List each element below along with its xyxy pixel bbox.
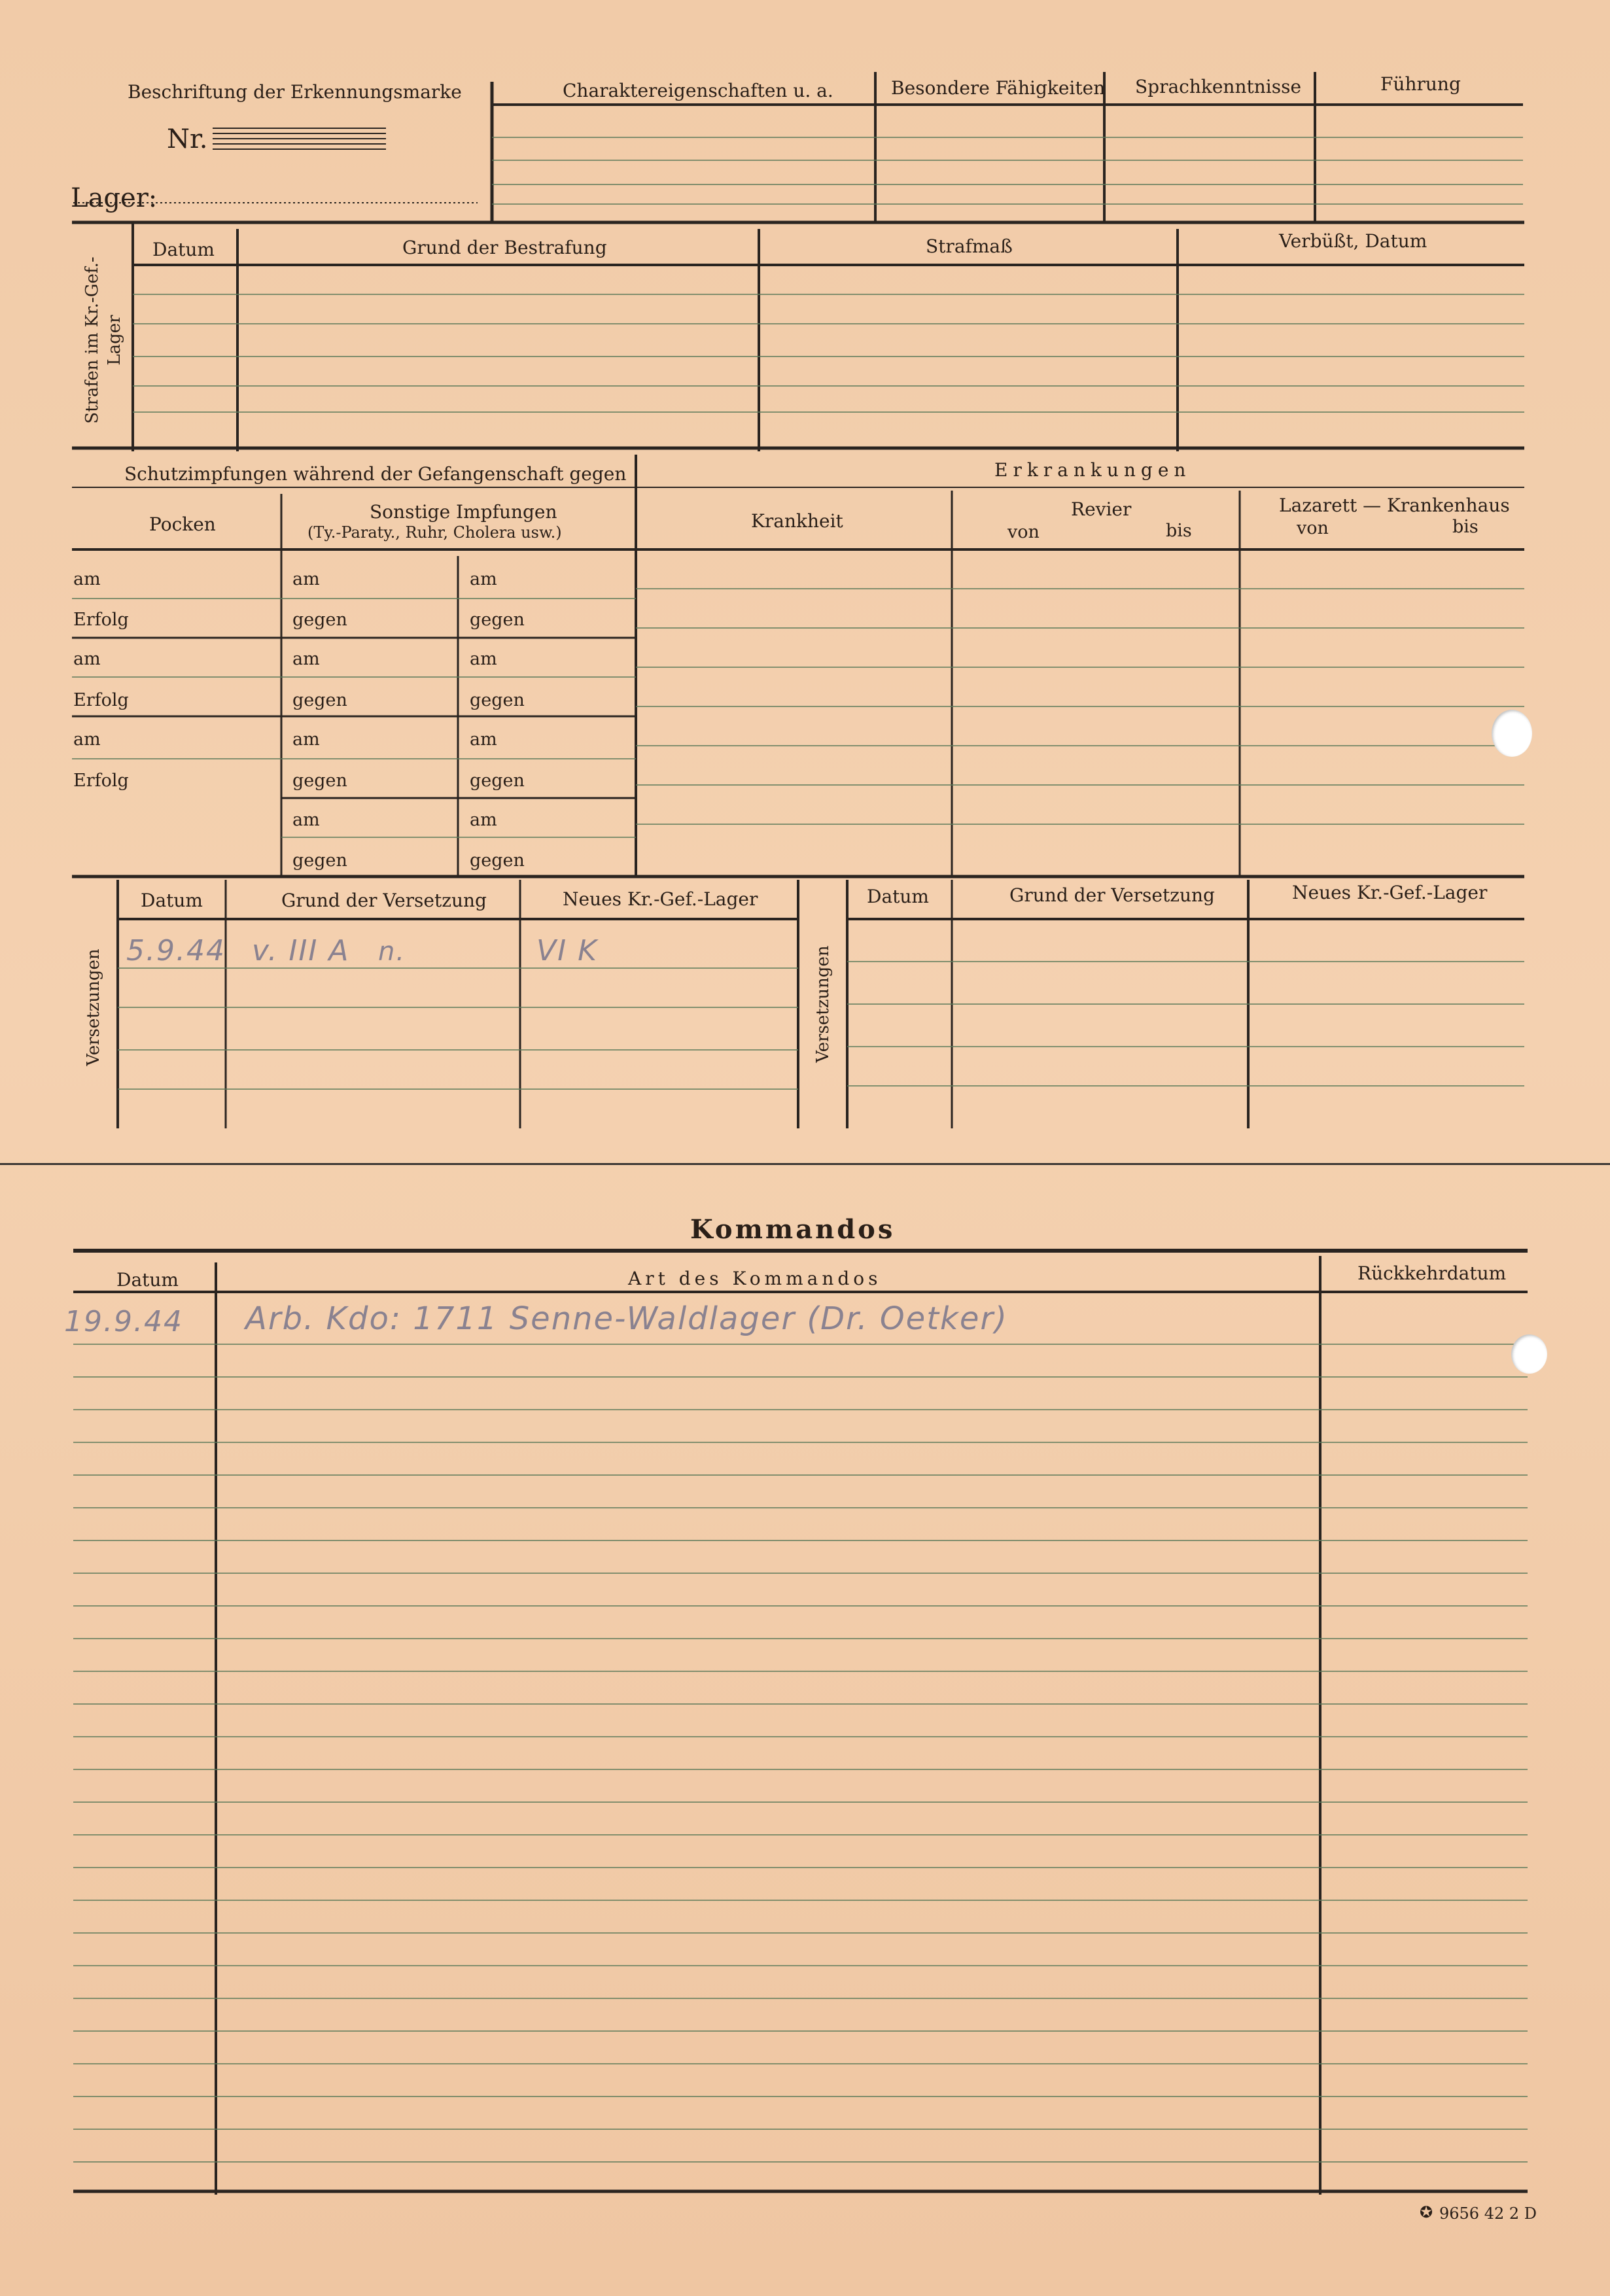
vers-right-col-grund: Grund der Versetzung <box>1009 884 1215 906</box>
impf-r8-c2: gegen <box>292 850 347 871</box>
strafen-col-datum: Datum <box>152 239 215 260</box>
punch-hole <box>1511 1334 1547 1374</box>
impf-r6-c1: Erfolg <box>73 771 129 791</box>
komm-col-art: Art des Kommandos <box>628 1268 882 1289</box>
print-code: 9656 42 2 D <box>1439 2204 1537 2223</box>
komm-entry-datum: 19.9.44 <box>64 1305 183 1338</box>
erk-krankheit: Krankheit <box>751 510 843 532</box>
vers-right-col-lager: Neues Kr.-Gef.-Lager <box>1292 882 1488 903</box>
impf-title: Schutzimpfungen während der Gefangenschaft gegen <box>124 463 627 485</box>
vers-entry-datum: 5.9.44 <box>126 934 226 967</box>
impf-r4-c3: gegen <box>470 690 525 710</box>
impf-r3-c1: am <box>73 649 101 669</box>
punch-hole <box>1492 710 1532 757</box>
erk-lazarett: Lazarett — Krankenhaus <box>1279 495 1510 516</box>
top-col-languages: Sprachkenntnisse <box>1135 76 1302 97</box>
impf-r7-c3: am <box>470 810 497 830</box>
impf-r1-c3: am <box>470 569 497 589</box>
vers-left-col-datum: Datum <box>141 890 203 911</box>
top-col-abilities: Besondere Fähigkeiten <box>891 77 1106 99</box>
impf-r5-c3: am <box>470 729 497 750</box>
vers-right-col-datum: Datum <box>867 886 929 907</box>
impf-r6-c2: gegen <box>292 771 347 791</box>
strafen-col-verbuesst: Verbüßt, Datum <box>1279 230 1427 252</box>
nr-label: Nr. <box>167 124 208 154</box>
erk-lazarett-von: von <box>1297 518 1329 538</box>
impf-r5-c2: am <box>292 729 320 750</box>
impf-sonstige-sub: (Ty.-Paraty., Ruhr, Cholera usw.) <box>307 523 562 542</box>
impf-r1-c2: am <box>292 569 320 589</box>
tag-label: Beschriftung der Erkennungsmarke <box>128 81 462 103</box>
vers-entry-grund-extra: n. <box>378 937 406 967</box>
impf-r2-c3: gegen <box>470 610 525 630</box>
lager-label: Lager: <box>71 183 158 213</box>
impf-r7-c2: am <box>292 810 320 830</box>
versetzungen-right-side-label: Versetzungen <box>813 945 833 1063</box>
impf-r6-c3: gegen <box>470 771 525 791</box>
erk-revier: Revier <box>1071 498 1132 520</box>
erk-lazarett-bis: bis <box>1452 517 1479 537</box>
strafen-col-grund: Grund der Bestrafung <box>402 237 607 258</box>
top-col-character: Charaktereigenschaften u. a. <box>563 80 833 101</box>
vers-entry-grund: v. III A <box>252 934 350 967</box>
strafen-side-label: Strafen im Kr.-Gef.-Lager <box>82 256 124 424</box>
impf-r1-c1: am <box>73 569 101 589</box>
impf-r3-c2: am <box>292 649 320 669</box>
vers-entry-lager: VI K <box>536 934 598 967</box>
strafen-col-strafmass: Strafmaß <box>926 235 1013 257</box>
impf-sonstige: Sonstige Impfungen <box>370 501 557 523</box>
versetzungen-left-side-label: Versetzungen <box>84 948 103 1066</box>
impf-r2-c1: Erfolg <box>73 610 129 630</box>
komm-entry-art: Arb. Kdo: 1711 Senne-Waldlager (Dr. Oetker) <box>245 1300 1008 1337</box>
kommandos-title: Kommandos <box>690 1214 896 1245</box>
vers-left-col-lager: Neues Kr.-Gef.-Lager <box>563 888 758 910</box>
erk-revier-bis: bis <box>1166 521 1192 541</box>
erk-title: Erkrankungen <box>994 459 1191 481</box>
impf-r5-c1: am <box>73 729 101 750</box>
impf-r8-c3: gegen <box>470 850 525 871</box>
komm-col-datum: Datum <box>116 1269 179 1291</box>
impf-r2-c2: gegen <box>292 610 347 630</box>
impf-r4-c1: Erfolg <box>73 690 129 710</box>
komm-col-rueckkehr: Rückkehrdatum <box>1357 1262 1507 1284</box>
impf-r4-c2: gegen <box>292 690 347 710</box>
top-col-conduct: Führung <box>1380 73 1461 95</box>
erk-revier-von: von <box>1007 522 1040 542</box>
vers-left-col-grund: Grund der Versetzung <box>281 890 487 911</box>
impf-r3-c3: am <box>470 649 497 669</box>
print-code-mark: ✪ <box>1420 2203 1433 2221</box>
impf-pocken: Pocken <box>149 513 216 535</box>
page-fold <box>0 1163 1610 1165</box>
